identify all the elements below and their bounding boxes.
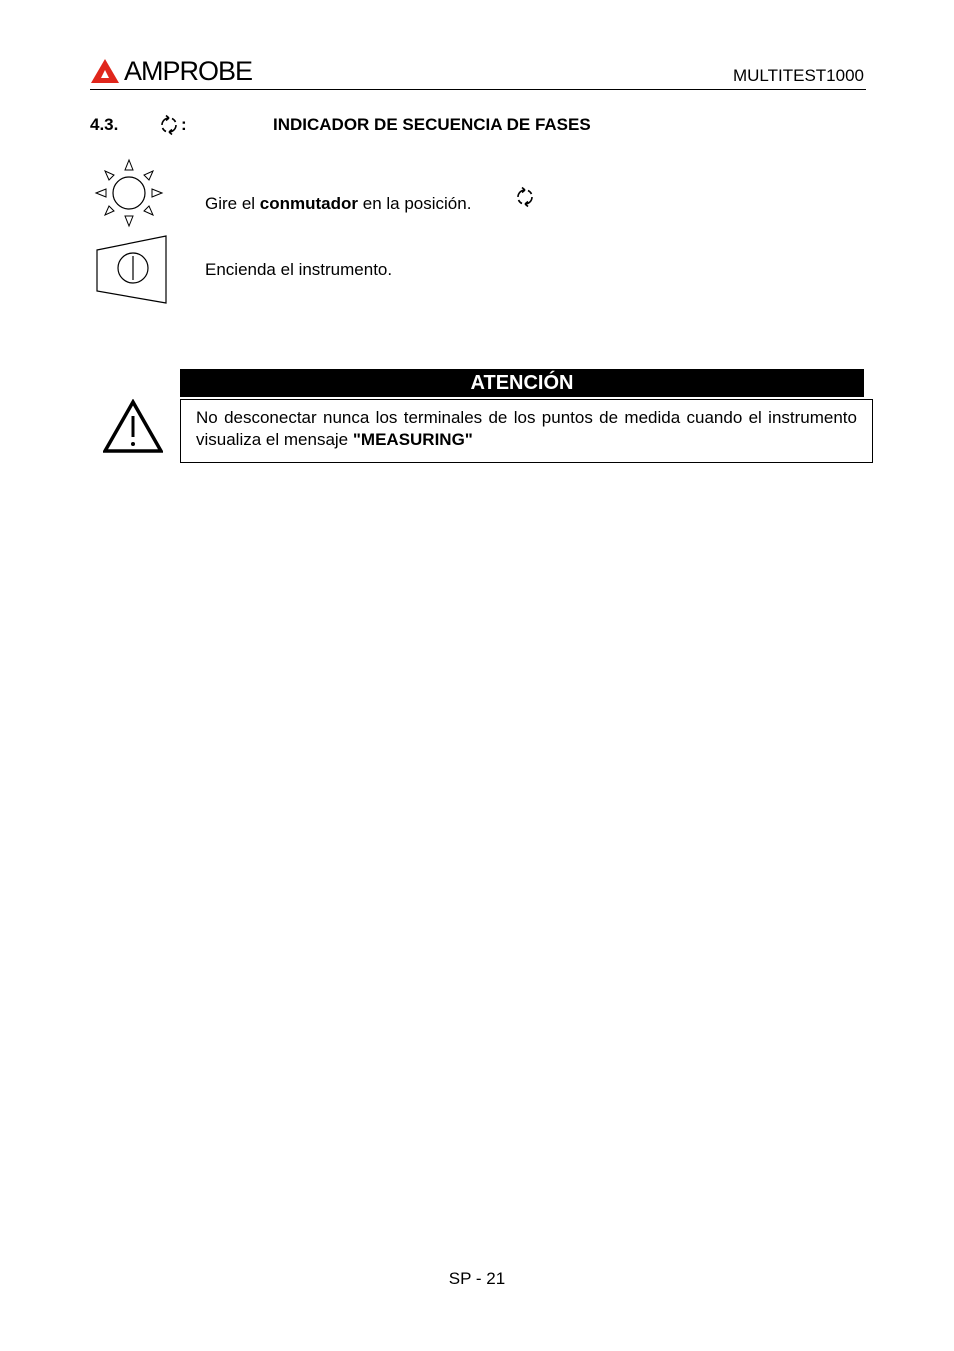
rotary-switch-icon — [94, 158, 164, 228]
page-number: SP - 21 — [448, 1269, 506, 1288]
warning-text: No desconectar nunca los terminales de los puntos de medida cuando el instrumento visualiza el mensaje — [196, 408, 857, 449]
phase-rotation-icon — [158, 114, 180, 136]
brand-name: AMPROBE — [124, 56, 253, 86]
step-1-text-bold: conmutador — [259, 194, 359, 213]
step-1-text-before: Gire el — [205, 194, 260, 213]
power-button-icon — [95, 235, 169, 305]
logo-triangle-icon — [90, 58, 120, 84]
section-title: INDICADOR DE SECUENCIA DE FASES — [273, 115, 591, 134]
brand-logo — [90, 56, 252, 86]
header-divider — [90, 89, 866, 90]
phase-rotation-icon — [514, 186, 536, 208]
warning-triangle-icon — [103, 399, 163, 454]
warning-message-box — [180, 399, 873, 463]
step-1-text-after: en la posición. — [358, 194, 472, 213]
warning-text-bold: "MEASURING" — [352, 430, 473, 449]
section-colon: : — [181, 115, 187, 134]
section-number: 4.3. — [90, 115, 119, 134]
document-title: MULTITEST1000 — [732, 66, 864, 85]
step-2-instruction: Encienda el instrumento. — [205, 260, 393, 279]
warning-title: ATENCIÓN — [180, 369, 864, 397]
warning-message — [196, 407, 857, 451]
step-1-instruction — [205, 194, 471, 214]
